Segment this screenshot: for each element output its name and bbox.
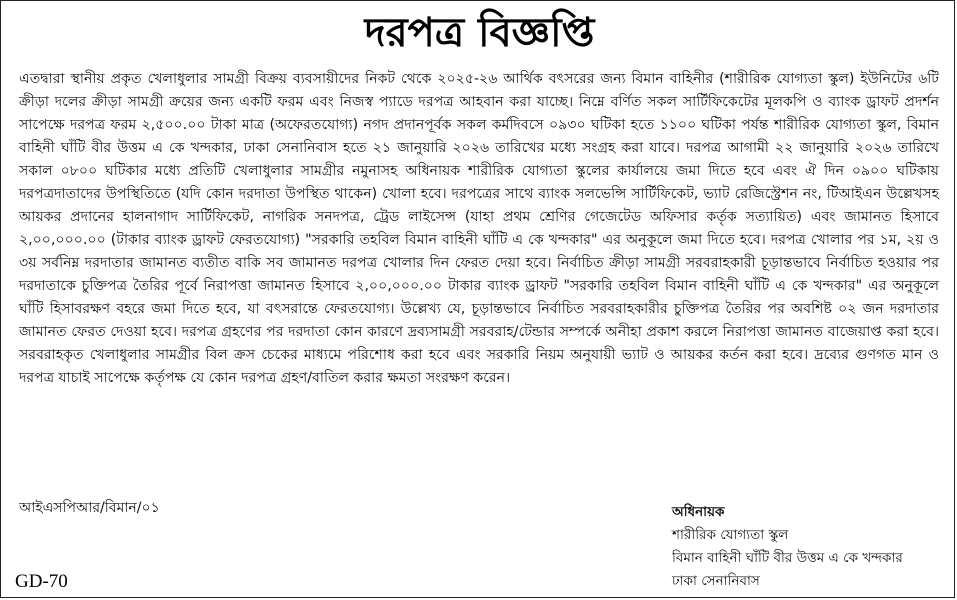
notice-title: দরপত্র বিজ্ঞপ্তি (364, 9, 595, 56)
signature-line-2: বিমান বাহিনী ঘাঁটি বীর উত্তম এ কে খন্দকার (672, 550, 903, 566)
notice-body: এতদ্বারা স্থানীয় প্রকৃত খেলাধুলার সামগ্রী বিক্রয় ব্যবসায়ীদের নিকট থেকে ২০২৫-২৬ আর্থিক বৎসরের জন্য বিমান বাহিনীর (শারীরিক যোগ্যতা স্কুল) ইউনিটের ৬টি ক্রীড়া দলের ক্রীড়া সামগ্রী ক্রয়ের জন্য একটি ফরম এবং নিজস্ব প্যাডে দরপত্র আহবান করা যাচ্ছে। নিম্নে বর্ণিত সকল সার্টিফিকেটের মূলকপি ও ব্যাংক ড্রাফট প্রদর্শন সাপেক্ষে দরপত্র ফরম ২,৫০০.০০ টাকা মাত্র (অফেরতযোগ্য) নগদ প্রদানপূর্বক সকল কর্মদিবসে ০৯৩০ ঘটিকা হতে ১১০০ ঘটিকা পর্যন্ত শারীরিক যোগ্যতা স্কুল, বিমান বাহিনী ঘাঁটি বীর উত্তম এ কে খন্দকার, ঢাকা সেনানিবাস হতে ২১ জানুয়ারি ২০২৬ তারিখের মধ্যে সংগ্রহ করা যাবে। দরপত্র আগামী ২২ জানুয়ারি ২০২৬ তারিখে সকাল ০৮০০ ঘটিকার মধ্যে প্রতিটি খেলাধুলার সামগ্রীর নমুনাসহ অধিনায়ক শারীরিক যোগ্যতা স্কুলের কার্যালয়ে জমা দিতে হবে এবং ঐ দিন ০৯০০ ঘটিকায় দরপত্রদাতাদের উপস্থিতিতে (যদি কোন দরদাতা উপস্থিত থাকেন) খোলা হবে। দরপত্রের সাথে ব্যাংক সলভেন্সি সার্টিফিকেট, ভ্যাট রেজিস্ট্রেশন নং, টিআইএন উল্লেখসহ আয়কর প্রদানের হালনাগাদ সার্টিফিকেট, নাগরিক সনদপত্র, ট্রেড লাইসেন্স (যাহা প্রথম শ্রেণির গেজেটেড অফিসার কর্তৃক সত্যায়িত) এবং জামানত হিসাবে ২,০০,০০০.০০ (টাকার ব্যাংক ড্রাফট ফেরতযোগ্য) "সরকারি তহবিল বিমান বাহিনী ঘাঁটি এ কে খন্দকার" এর অনুকূলে জমা দিতে হবে। দরপত্র খোলার পর ১ম, ২য় ও ৩য় সর্বনিম্ন দরদাতার জামানত ব্যতীত বাকি সব জামানত দরপত্র খোলার দিন ফেরত দেয়া হবে। নির্বাচিত ক্রীড়া সামগ্রী সরবরাহকারী চূড়ান্তভাবে নির্বাচিত হওয়ার পর দরদাতাকে চুক্তিপত্র তৈরির পূর্বে নিরাপত্তা জামানত হিসাবে ২,০০,০০০.০০ টাকার ব্যাংক ড্রাফট "সরকারি তহবিল বিমান বাহিনী ঘাঁটি এ কে খন্দকার" এর অনুকূলে ঘাঁটি হিসাবরক্ষণ বহরে জমা দিতে হবে, যা বৎসরান্তে ফেরতযোগ্য। উল্লেখ্য যে, চূড়ান্তভাবে নির্বাচিত সরবরাহকারীর চুক্তিপত্র তৈরির পর অবশিষ্ট ০২ জন দরদাতার জামানত ফেরত দেওয়া হবে। দরপত্র গ্রহণের পর দরদাতা কোন কারণে দ্রব্যসামগ্রী সরবরাহ/টেন্ডার সম্পর্কে অনীহা প্রকাশ করলে নিরাপত্তা জামানত বাজেয়াপ্ত করা হবে। সরবরাহকৃত খেলাধুলার সামগ্রীর বিল ক্রস চেকের মাধ্যমে পরিশোধ করা হবে এবং সরকারি নিয়ম অনুযায়ী ভ্যাট ও আয়কর কর্তন করা হবে। দ্রব্যের গুণগত মান ও দরপত্র যাচাই সাপেক্ষে কর্তৃপক্ষ যে কোন দরপত্র গ্রহণ/বাতিল করার ক্ষমতা সংরক্ষণ করেন। (19, 71, 939, 386)
signature-block (672, 501, 952, 593)
signature-line-3: ঢাকা সেনানিবাস (672, 573, 760, 589)
signature-title: অধিনায়ক (672, 504, 725, 520)
reference-number: আইএসপিআর/বিমান/০১ (19, 500, 160, 516)
gd-code: GD-70 (15, 571, 68, 592)
signature-line-1: শারীরিক যোগ্যতা স্কুল (672, 527, 789, 543)
